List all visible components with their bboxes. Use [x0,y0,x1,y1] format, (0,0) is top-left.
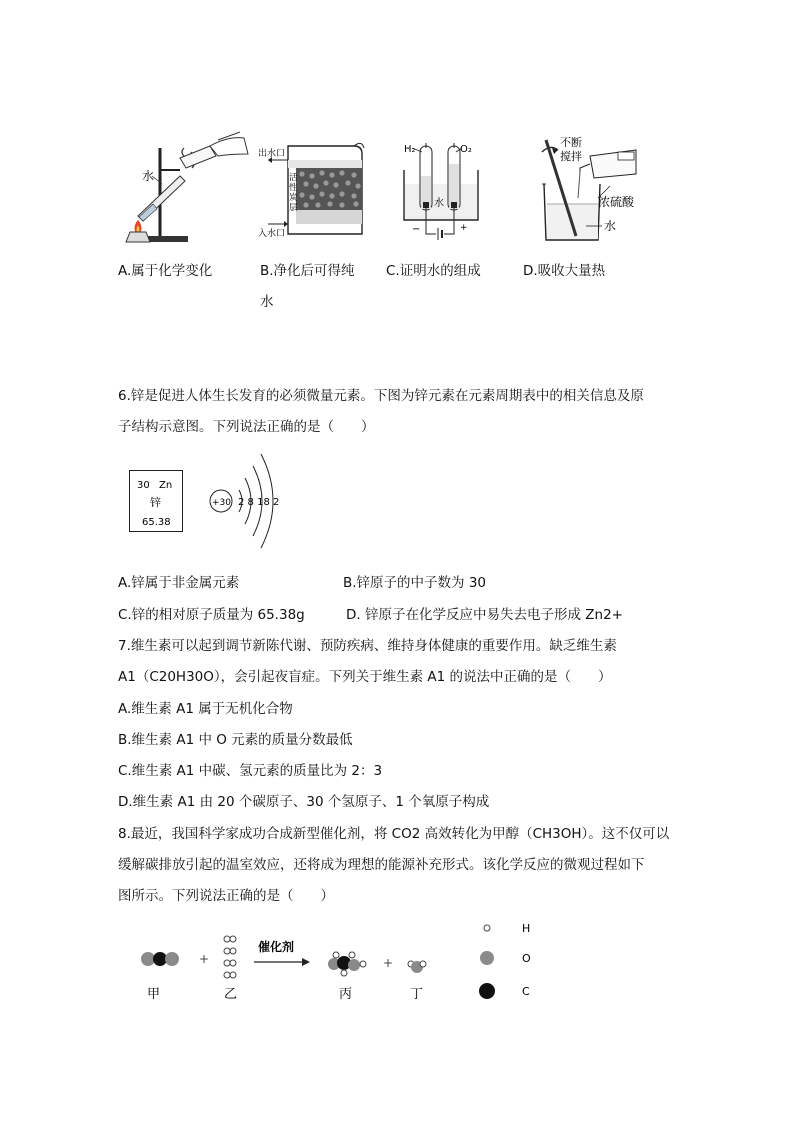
figure-b-carbon-filter [258,138,368,244]
water-label-d: 水 [604,219,617,233]
zinc-element-cell [129,470,183,532]
q8-stem-line1: 8.最近，我国科学家成功合成新型催化剂，将 CO2 高效转化为甲醇（CH3OH）。这不仅可以 [118,826,670,842]
q8-stem-line2: 缓解碳排放引起的温室效应，还将成为理想的能源补充形式。该化学反应的微观过程如下 [118,857,645,873]
q5-option-d: D.吸收大量热 [523,263,606,279]
q5-option-c: C.证明水的组成 [386,263,481,279]
q7-option-c: C.维生素 A1 中碳、氢元素的质量比为 2：3 [118,763,383,779]
figure-a-water-label: 水 [142,169,155,183]
q7-stem-line2: A1（C20H30O），会引起夜盲症。下列关于维生素 A1 的说法中正确的是（ ） [118,669,612,685]
q7-option-d: D.维生素 A1 由 20 个碳原子、30 个氢原子、1 个氧原子构成 [118,794,490,810]
carbon-label-2: 性 [289,183,298,193]
q6-option-b: B.锌原子的中子数为 30 [343,575,487,591]
minus-label: − [412,224,421,235]
outlet-label: 出水口 [258,149,286,159]
label-jia: 甲 [147,987,161,1002]
molecule-co2 [141,952,179,966]
q7-stem-line1: 7.维生素可以起到调节新陈代谢、预防疾病、维持身体健康的重要作用。缺乏维生素 [118,638,617,654]
catalyst-label: 催化剂 [258,940,295,954]
q8-stem-line3: 图所示。下列说法正确的是（ ） [118,888,334,904]
q6-option-c: C.锌的相对原子质量为 65.38g [118,607,305,623]
stir-label-2: 搅拌 [560,150,582,163]
legend-o: O [522,952,531,965]
figure-a-heating-tube [118,128,250,246]
q5-option-b-line1: B.净化后可得纯 [260,263,355,279]
figure-d-acid-dilution [532,134,662,246]
q7-option-b: B.维生素 A1 中 O 元素的质量分数最低 [118,732,353,748]
reaction-diagram [130,915,570,1010]
figure-c-electrolysis [398,140,488,246]
o2-label: O₂ [460,144,472,155]
q6-option-a: A.锌属于非金属元素 [118,575,240,591]
atomic-number: 30 [137,480,150,491]
stir-label-1: 不断 [560,136,582,149]
atom-legend [479,922,531,999]
label-bing: 丙 [339,987,353,1002]
element-symbol: Zn [159,480,173,491]
carbon-label-1: 活 [289,173,298,183]
carbon-label-3: 炭 [289,193,298,203]
plus-sign-2: + [383,956,394,970]
q6-option-d: D. 锌原子在化学反应中易失去电子形成 Zn2+ [346,607,623,623]
plus-label: + [460,223,468,233]
q6-stem-line2: 子结构示意图。下列说法正确的是（ ） [118,419,375,435]
molecule-h2o [408,961,426,973]
h2-label: H₂ [404,144,416,155]
atomic-mass: 65.38 [142,517,171,528]
label-ding: 丁 [410,987,424,1002]
label-yi: 乙 [224,987,238,1002]
q7-option-a: A.维生素 A1 属于无机化合物 [118,701,293,717]
inlet-label: 入水口 [258,229,286,239]
nucleus-charge: +30 [212,498,231,508]
legend-h: H [522,922,531,935]
q5-option-a: A.属于化学变化 [118,263,213,279]
q6-stem-line1: 6.锌是促进人体生长发育的必须微量元素。下图为锌元素在元素周期表中的相关信息及原 [118,388,644,404]
molecule-ch3oh [328,952,366,976]
water-label: 水 [434,198,444,209]
element-name: 锌 [150,496,161,509]
legend-c: C [522,985,530,998]
electron-shells: 2 8 18 2 [238,497,280,508]
plus-sign-1: + [199,952,210,966]
carbon-label-4: 层 [289,203,298,213]
acid-label: 浓硫酸 [598,195,635,209]
molecule-h2 [224,936,236,978]
zinc-atom-structure [205,452,290,552]
q5-option-b-line2: 水 [260,294,274,310]
